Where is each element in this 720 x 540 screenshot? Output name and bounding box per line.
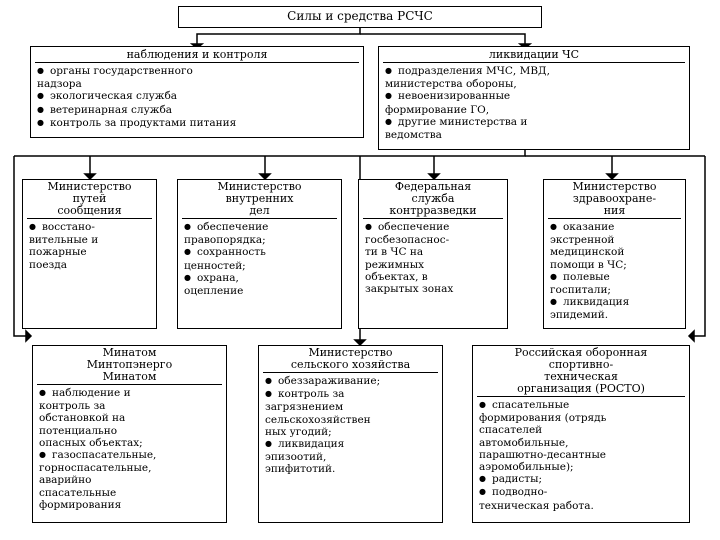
node-items <box>359 221 507 295</box>
list-item: опасных объектах; <box>39 436 143 449</box>
list-item: автомобильные, <box>479 436 569 449</box>
list-item: ● подводно- <box>479 486 683 499</box>
node-title <box>263 347 438 373</box>
node-items <box>178 221 341 297</box>
list-item: ведомства <box>385 129 442 142</box>
ministry-health-node <box>543 179 686 329</box>
list-item: ● другие министерства и <box>385 116 683 129</box>
node-title-line: служба <box>411 192 455 205</box>
list-item: ● экологическая служба <box>37 90 357 103</box>
list-item: объектах, в <box>365 270 428 283</box>
list-item: ти в ЧС на <box>365 246 424 259</box>
node-title <box>182 181 337 219</box>
list-item: ● оказание <box>550 221 679 234</box>
list-item: оцепление <box>184 285 244 298</box>
ministry-railways-node <box>22 179 157 329</box>
list-item: ● ликвидация <box>550 296 679 309</box>
list-item: ● обеспечение <box>365 221 501 234</box>
node-title-line: сообщения <box>27 205 152 219</box>
ministry-agriculture-node <box>258 345 443 523</box>
list-item: пожарные <box>29 246 87 259</box>
list-item: ● радисты; <box>479 473 683 486</box>
list-item: ных угодий; <box>265 425 332 438</box>
node-title <box>363 181 503 219</box>
list-item: горноспасательные, <box>39 462 152 475</box>
node-title-line: организация (РОСТО) <box>477 383 685 397</box>
list-item: ● контроль за продуктами питания <box>37 117 357 130</box>
list-item: парашютно-десантные <box>479 448 607 461</box>
node-title <box>27 181 152 219</box>
observation-items <box>31 65 363 130</box>
node-title-line: ния <box>548 205 681 219</box>
list-item: ● сохранность <box>184 246 335 259</box>
list-item: формирование ГО, <box>385 103 490 116</box>
list-item: аэромобильные); <box>479 461 574 474</box>
list-item: экстренной <box>550 234 615 247</box>
list-item: медицинской <box>550 246 625 259</box>
list-item: госбезопаснос- <box>365 234 450 247</box>
list-item: контроль за <box>39 400 106 413</box>
minatom-node <box>32 345 227 523</box>
list-item: техническая работа. <box>479 499 594 512</box>
node-title <box>548 181 681 219</box>
node-title-line: дел <box>182 205 337 219</box>
node-items <box>544 221 685 322</box>
node-title-line: Минатом <box>37 371 222 385</box>
node-items <box>23 221 156 271</box>
list-item: закрытых зонах <box>365 283 454 296</box>
list-item: ● невоенизированные <box>385 90 683 103</box>
node-title-line: Федеральная <box>394 180 472 193</box>
liquidation-node <box>378 46 690 150</box>
list-item: ● газоспасательные, <box>39 449 220 462</box>
list-item: надзора <box>37 78 82 91</box>
list-item: формирования <box>39 498 122 511</box>
list-item: обстановкой на <box>39 412 126 425</box>
list-item: спасателей <box>479 424 543 437</box>
node-title-line: Минтопэнерго <box>86 358 173 371</box>
node-title-line: путей <box>72 192 107 205</box>
node-items <box>33 387 226 511</box>
root-title: Силы и средства РСЧС <box>287 9 433 23</box>
node-title-line: Министерство <box>217 180 302 193</box>
list-item: потенциально <box>39 424 118 437</box>
observation-node <box>30 46 364 138</box>
node-title <box>477 347 685 397</box>
list-item: ● органы государственного <box>37 65 357 78</box>
node-title-line: здравоохране- <box>572 192 657 205</box>
list-item: ● подразделения МЧС, МВД, <box>385 65 683 78</box>
list-item: ценностей; <box>184 259 246 272</box>
rosto-node <box>472 345 690 523</box>
node-items <box>473 399 689 512</box>
list-item: эпидемий. <box>550 309 609 322</box>
list-item: аварийно <box>39 474 92 487</box>
node-items <box>259 375 442 476</box>
list-item: загрязнением <box>265 401 344 414</box>
list-item: эпифитотий. <box>265 463 336 476</box>
counterintelligence-node <box>358 179 508 329</box>
node-title-line: техническая <box>544 370 618 383</box>
list-item: сельскохозяйствен <box>265 413 371 426</box>
list-item: ● обеспечение <box>184 221 335 234</box>
node-title-line: внутренних <box>225 192 294 205</box>
list-item: ● обеззараживание; <box>265 375 436 388</box>
list-item: ● спасательные <box>479 399 683 412</box>
node-title-line: Министерство <box>572 180 657 193</box>
list-item: ● контроль за <box>265 388 436 401</box>
node-title <box>37 347 222 385</box>
liquidation-title: ликвидации ЧС <box>383 49 685 63</box>
list-item: спасательные <box>39 486 117 499</box>
ministry-interior-node <box>177 179 342 329</box>
node-title-line: Российская оборонная <box>514 346 648 359</box>
node-title-line: Министерство <box>308 346 393 359</box>
list-item: помощи в ЧС; <box>550 258 627 271</box>
list-item: ● наблюдение и <box>39 387 220 400</box>
root-node <box>178 6 542 28</box>
list-item: вительные и <box>29 234 99 247</box>
list-item: ● полевые <box>550 271 679 284</box>
list-item: эпизоотий, <box>265 451 327 464</box>
list-item: министерства обороны, <box>385 78 517 91</box>
observation-title: наблюдения и контроля <box>35 49 359 63</box>
node-title-line: Минатом <box>102 346 157 359</box>
node-title-line: Министерство <box>47 180 132 193</box>
list-item: формирования (отрядь <box>479 412 607 425</box>
list-item: ● охрана, <box>184 272 335 285</box>
list-item: госпитали; <box>550 284 611 297</box>
node-title-line: спортивно- <box>548 358 614 371</box>
list-item: правопорядка; <box>184 234 266 247</box>
list-item: ● ветеринарная служба <box>37 104 357 117</box>
list-item: режимных <box>365 258 425 271</box>
list-item: поезда <box>29 258 67 271</box>
list-item: ● ликвидация <box>265 438 436 451</box>
node-title-line: контрразведки <box>363 205 503 219</box>
node-title-line: сельского хозяйства <box>263 359 438 373</box>
list-item: ● восстано- <box>29 221 150 234</box>
liquidation-items <box>379 65 689 141</box>
